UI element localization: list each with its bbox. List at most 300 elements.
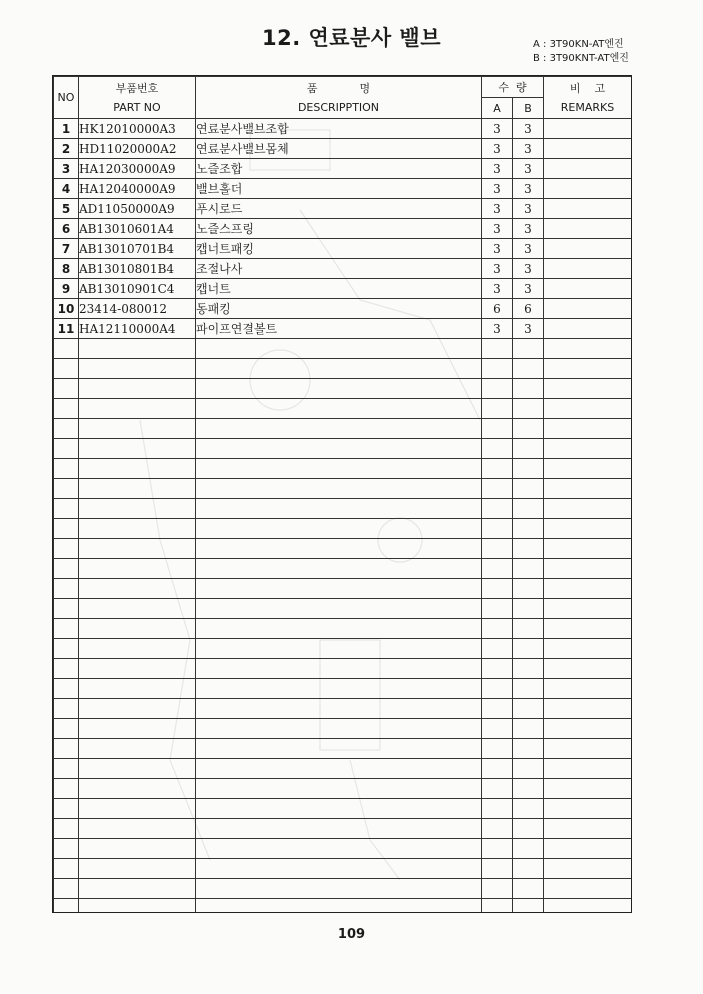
table-row (54, 319, 632, 339)
empty-cell (482, 799, 513, 819)
row-part-no: HA12040000A9 (79, 179, 196, 199)
empty-cell (79, 859, 196, 879)
empty-cell (79, 799, 196, 819)
table-row (54, 119, 632, 139)
empty-cell (544, 559, 632, 579)
empty-cell (79, 639, 196, 659)
empty-cell (482, 759, 513, 779)
empty-cell (196, 459, 482, 479)
empty-cell (196, 539, 482, 559)
empty-cell (79, 579, 196, 599)
empty-cell (79, 659, 196, 679)
empty-cell (482, 659, 513, 679)
empty-cell (54, 419, 79, 439)
empty-row (54, 719, 632, 739)
empty-row (54, 679, 632, 699)
empty-row (54, 379, 632, 399)
empty-cell (544, 439, 632, 459)
table-row (54, 259, 632, 279)
row-remarks (544, 119, 632, 139)
empty-row (54, 759, 632, 779)
empty-cell (544, 659, 632, 679)
empty-cell (513, 479, 544, 499)
row-qty-b: 3 (513, 239, 544, 259)
empty-cell (79, 699, 196, 719)
empty-cell (196, 719, 482, 739)
table-row (54, 239, 632, 259)
header-description (196, 77, 482, 119)
row-remarks (544, 259, 632, 279)
header-desc-kr: 품 명 (306, 81, 371, 95)
row-no: 3 (54, 159, 79, 179)
empty-cell (513, 419, 544, 439)
empty-cell (79, 739, 196, 759)
table-row (54, 179, 632, 199)
row-qty-a: 3 (482, 119, 513, 139)
empty-cell (482, 359, 513, 379)
page-number: 109 (337, 927, 366, 942)
empty-row (54, 459, 632, 479)
empty-cell (54, 779, 79, 799)
header-remarks-kr: 비 고 (569, 81, 606, 95)
empty-cell (513, 659, 544, 679)
empty-cell (196, 499, 482, 519)
empty-cell (54, 439, 79, 459)
empty-row (54, 639, 632, 659)
empty-cell (54, 619, 79, 639)
row-remarks (544, 159, 632, 179)
empty-cell (54, 759, 79, 779)
empty-cell (544, 879, 632, 899)
empty-cell (54, 879, 79, 899)
empty-cell (79, 819, 196, 839)
empty-cell (196, 619, 482, 639)
empty-cell (196, 579, 482, 599)
row-description: 노즐스프링 (196, 219, 482, 239)
empty-cell (482, 539, 513, 559)
empty-row (54, 359, 632, 379)
empty-cell (196, 779, 482, 799)
empty-cell (79, 879, 196, 899)
empty-cell (54, 459, 79, 479)
empty-cell (544, 739, 632, 759)
empty-cell (54, 839, 79, 859)
empty-cell (482, 379, 513, 399)
row-description: 동패킹 (196, 299, 482, 319)
empty-cell (513, 539, 544, 559)
engine-legend (533, 38, 629, 66)
row-qty-b: 3 (513, 139, 544, 159)
empty-cell (54, 479, 79, 499)
empty-cell (513, 559, 544, 579)
empty-cell (196, 659, 482, 679)
empty-cell (196, 399, 482, 419)
row-qty-b: 6 (513, 299, 544, 319)
empty-cell (54, 659, 79, 679)
row-qty-b: 3 (513, 279, 544, 299)
row-qty-b: 3 (513, 119, 544, 139)
empty-cell (54, 739, 79, 759)
row-part-no: AB13010901C4 (79, 279, 196, 299)
row-no: 9 (54, 279, 79, 299)
row-qty-a: 6 (482, 299, 513, 319)
row-no: 6 (54, 219, 79, 239)
empty-cell (513, 379, 544, 399)
empty-cell (196, 599, 482, 619)
header-no: NO (54, 77, 79, 119)
empty-cell (482, 519, 513, 539)
empty-cell (54, 819, 79, 839)
empty-cell (196, 819, 482, 839)
page-title: 12. 연료분사 밸브 (261, 26, 442, 50)
empty-cell (513, 779, 544, 799)
empty-cell (513, 439, 544, 459)
row-part-no: HD11020000A2 (79, 139, 196, 159)
row-part-no: AD11050000A9 (79, 199, 196, 219)
empty-cell (54, 339, 79, 359)
row-no: 1 (54, 119, 79, 139)
empty-cell (513, 339, 544, 359)
empty-cell (54, 579, 79, 599)
header-qty-a: A (482, 98, 513, 119)
row-qty-a: 3 (482, 159, 513, 179)
empty-cell (544, 699, 632, 719)
empty-cell (544, 599, 632, 619)
row-description: 연료분사밸브몸체 (196, 139, 482, 159)
empty-cell (482, 819, 513, 839)
empty-cell (544, 419, 632, 439)
empty-cell (79, 839, 196, 859)
empty-row (54, 479, 632, 499)
empty-cell (544, 479, 632, 499)
empty-cell (482, 419, 513, 439)
empty-cell (482, 739, 513, 759)
row-qty-a: 3 (482, 239, 513, 259)
empty-cell (54, 399, 79, 419)
empty-cell (482, 679, 513, 699)
row-qty-b: 3 (513, 199, 544, 219)
row-remarks (544, 219, 632, 239)
table-row (54, 139, 632, 159)
row-no: 8 (54, 259, 79, 279)
empty-cell (513, 599, 544, 619)
row-description: 푸시로드 (196, 199, 482, 219)
empty-cell (482, 839, 513, 859)
empty-cell (482, 499, 513, 519)
row-description: 조절나사 (196, 259, 482, 279)
empty-cell (79, 479, 196, 499)
empty-cell (513, 839, 544, 859)
empty-cell (544, 859, 632, 879)
empty-cell (513, 759, 544, 779)
empty-cell (482, 899, 513, 914)
empty-cell (196, 519, 482, 539)
row-no: 4 (54, 179, 79, 199)
empty-cell (79, 899, 196, 914)
empty-row (54, 839, 632, 859)
empty-row (54, 559, 632, 579)
empty-row (54, 699, 632, 719)
row-part-no: HA12030000A9 (79, 159, 196, 179)
row-part-no: AB13010601A4 (79, 219, 196, 239)
row-no: 5 (54, 199, 79, 219)
empty-cell (79, 399, 196, 419)
empty-cell (54, 799, 79, 819)
row-qty-b: 3 (513, 219, 544, 239)
empty-cell (513, 619, 544, 639)
row-part-no: HK12010000A3 (79, 119, 196, 139)
empty-cell (79, 439, 196, 459)
empty-cell (196, 379, 482, 399)
empty-cell (54, 599, 79, 619)
header-part-no-kr: 부품번호 (115, 81, 159, 95)
header-qty-b: B (513, 98, 544, 119)
empty-cell (544, 899, 632, 914)
empty-row (54, 779, 632, 799)
empty-cell (79, 539, 196, 559)
empty-cell (79, 559, 196, 579)
empty-cell (79, 379, 196, 399)
empty-cell (79, 419, 196, 439)
empty-cell (544, 459, 632, 479)
header-part-no-en: PART NO (113, 100, 161, 114)
empty-cell (482, 599, 513, 619)
empty-cell (482, 699, 513, 719)
empty-cell (513, 459, 544, 479)
row-part-no: AB13010701B4 (79, 239, 196, 259)
empty-cell (196, 899, 482, 914)
legend-b: B : 3T90KNT-AT엔진 (533, 53, 629, 64)
row-no: 2 (54, 139, 79, 159)
empty-cell (54, 679, 79, 699)
empty-cell (482, 399, 513, 419)
header-remarks (544, 77, 632, 119)
table-row (54, 199, 632, 219)
empty-row (54, 579, 632, 599)
row-qty-a: 3 (482, 319, 513, 339)
empty-cell (79, 459, 196, 479)
header-part-no (79, 77, 196, 119)
empty-cell (544, 619, 632, 639)
empty-cell (544, 379, 632, 399)
empty-cell (482, 879, 513, 899)
table-row (54, 299, 632, 319)
empty-cell (482, 859, 513, 879)
empty-cell (513, 359, 544, 379)
empty-cell (79, 759, 196, 779)
empty-cell (544, 579, 632, 599)
empty-cell (544, 399, 632, 419)
empty-cell (544, 819, 632, 839)
empty-cell (196, 759, 482, 779)
empty-cell (544, 679, 632, 699)
empty-row (54, 739, 632, 759)
row-description: 파이프연결볼트 (196, 319, 482, 339)
empty-row (54, 519, 632, 539)
empty-row (54, 899, 632, 914)
empty-cell (513, 579, 544, 599)
empty-cell (513, 739, 544, 759)
empty-cell (196, 859, 482, 879)
empty-cell (544, 519, 632, 539)
row-part-no: AB13010801B4 (79, 259, 196, 279)
row-description: 밸브홀더 (196, 179, 482, 199)
empty-cell (54, 559, 79, 579)
empty-cell (54, 499, 79, 519)
empty-cell (544, 539, 632, 559)
empty-row (54, 439, 632, 459)
empty-cell (513, 639, 544, 659)
empty-cell (544, 719, 632, 739)
empty-cell (513, 819, 544, 839)
table-row (54, 159, 632, 179)
empty-cell (79, 359, 196, 379)
empty-cell (513, 859, 544, 879)
empty-cell (196, 639, 482, 659)
empty-cell (196, 479, 482, 499)
empty-cell (482, 479, 513, 499)
empty-row (54, 619, 632, 639)
row-part-no: HA12110000A4 (79, 319, 196, 339)
empty-row (54, 799, 632, 819)
empty-cell (54, 719, 79, 739)
row-description: 캡너트 (196, 279, 482, 299)
empty-cell (544, 359, 632, 379)
row-no: 7 (54, 239, 79, 259)
empty-row (54, 659, 632, 679)
legend-a: A : 3T90KN-AT엔진 (533, 39, 624, 50)
empty-cell (513, 399, 544, 419)
empty-cell (482, 639, 513, 659)
empty-cell (196, 879, 482, 899)
empty-cell (196, 679, 482, 699)
empty-cell (513, 799, 544, 819)
empty-cell (482, 439, 513, 459)
parts-table-frame (52, 75, 632, 913)
empty-row (54, 819, 632, 839)
row-remarks (544, 139, 632, 159)
empty-row (54, 599, 632, 619)
empty-cell (196, 339, 482, 359)
empty-cell (482, 779, 513, 799)
empty-row (54, 499, 632, 519)
empty-cell (513, 879, 544, 899)
empty-cell (544, 759, 632, 779)
empty-row (54, 879, 632, 899)
empty-cell (544, 499, 632, 519)
empty-cell (79, 779, 196, 799)
empty-cell (54, 539, 79, 559)
header-desc-en: DESCRIPPTION (297, 100, 380, 114)
row-description: 캡너트패킹 (196, 239, 482, 259)
empty-cell (513, 899, 544, 914)
row-description: 연료분사밸브조합 (196, 119, 482, 139)
empty-cell (79, 679, 196, 699)
empty-cell (196, 559, 482, 579)
row-no: 10 (54, 299, 79, 319)
row-remarks (544, 199, 632, 219)
row-remarks (544, 179, 632, 199)
row-remarks (544, 299, 632, 319)
empty-cell (482, 619, 513, 639)
row-remarks (544, 239, 632, 259)
empty-cell (54, 359, 79, 379)
row-qty-a: 3 (482, 199, 513, 219)
table-row (54, 279, 632, 299)
empty-row (54, 539, 632, 559)
empty-cell (54, 859, 79, 879)
empty-cell (544, 779, 632, 799)
empty-cell (79, 619, 196, 639)
empty-cell (79, 339, 196, 359)
empty-cell (54, 639, 79, 659)
empty-cell (196, 799, 482, 819)
empty-cell (544, 339, 632, 359)
empty-cell (196, 439, 482, 459)
empty-row (54, 419, 632, 439)
empty-cell (513, 719, 544, 739)
row-qty-a: 3 (482, 279, 513, 299)
empty-cell (513, 699, 544, 719)
empty-cell (482, 559, 513, 579)
empty-cell (79, 599, 196, 619)
empty-cell (544, 639, 632, 659)
empty-cell (513, 679, 544, 699)
empty-cell (544, 839, 632, 859)
empty-cell (79, 499, 196, 519)
row-qty-a: 3 (482, 219, 513, 239)
empty-cell (54, 899, 79, 914)
row-description: 노즐조합 (196, 159, 482, 179)
empty-row (54, 399, 632, 419)
row-qty-b: 3 (513, 259, 544, 279)
empty-cell (54, 379, 79, 399)
empty-cell (482, 459, 513, 479)
table-row (54, 219, 632, 239)
row-remarks (544, 319, 632, 339)
empty-cell (79, 719, 196, 739)
empty-cell (54, 699, 79, 719)
empty-cell (196, 359, 482, 379)
empty-cell (196, 739, 482, 759)
empty-cell (482, 339, 513, 359)
empty-cell (196, 699, 482, 719)
header-quantity: 수 량 (482, 77, 544, 98)
empty-cell (544, 799, 632, 819)
row-qty-a: 3 (482, 179, 513, 199)
row-remarks (544, 279, 632, 299)
empty-cell (196, 839, 482, 859)
empty-cell (79, 519, 196, 539)
row-part-no: 23414-080012 (79, 299, 196, 319)
parts-table (53, 76, 632, 913)
row-qty-b: 3 (513, 179, 544, 199)
empty-cell (513, 499, 544, 519)
row-qty-a: 3 (482, 139, 513, 159)
header-remarks-en: REMARKS (560, 100, 615, 114)
empty-row (54, 859, 632, 879)
empty-cell (54, 519, 79, 539)
empty-cell (482, 719, 513, 739)
row-no: 11 (54, 319, 79, 339)
row-qty-b: 3 (513, 319, 544, 339)
row-qty-a: 3 (482, 259, 513, 279)
empty-cell (196, 419, 482, 439)
empty-cell (482, 579, 513, 599)
empty-cell (513, 519, 544, 539)
row-qty-b: 3 (513, 159, 544, 179)
empty-row (54, 339, 632, 359)
